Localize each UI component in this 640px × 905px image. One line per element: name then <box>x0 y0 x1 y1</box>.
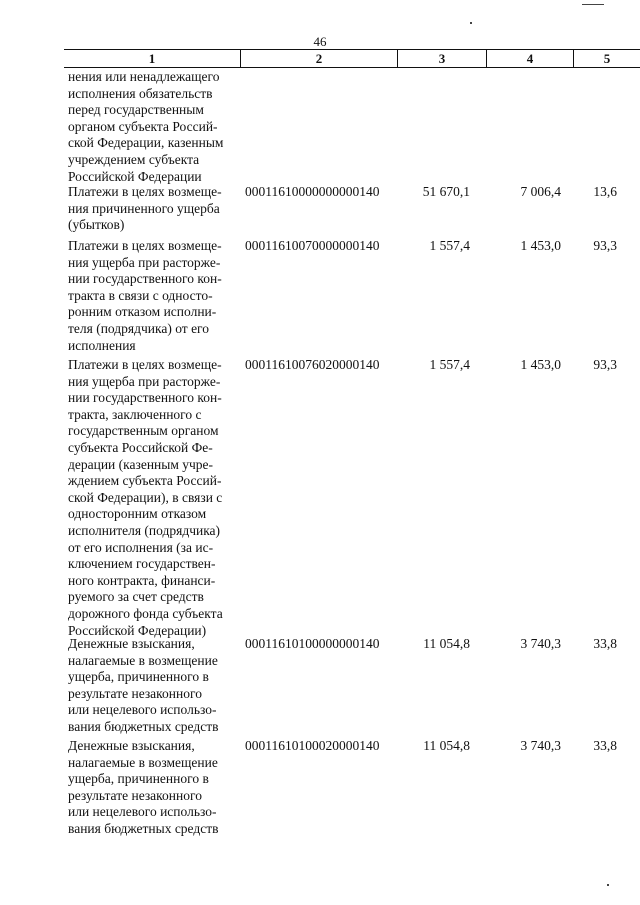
row-value-3: 1 557,4 <box>429 238 470 253</box>
row-value-4: 3 740,3 <box>520 636 561 651</box>
row-value-4: 1 453,0 <box>520 238 561 253</box>
row-value-3: 11 054,8 <box>423 636 470 651</box>
row-code: 00011610100020000140 <box>245 738 380 753</box>
row-code: 00011610100000000140 <box>245 636 380 651</box>
header-col-5: 5 <box>603 51 611 66</box>
row-value-5: 13,6 <box>593 184 617 199</box>
row-value-3: 1 557,4 <box>429 357 470 372</box>
header-col-4: 4 <box>526 51 534 66</box>
row-code: 00011610000000000140 <box>245 184 380 199</box>
row-description: Денежные взыскания, налагаемые в возмещение ущерба, причиненного в результате незаконного или нецелевого использо- вания бюджетных средств <box>68 738 219 836</box>
row-description: нения или ненадлежащего исполнения обязательств перед государственным органом субъекта Россий- ской Федерации, казенным учреждением субъекта Российской Федерации <box>68 69 224 184</box>
header-col-3: 3 <box>438 51 446 66</box>
row-value-3: 11 054,8 <box>423 738 470 753</box>
row-value-5: 93,3 <box>593 357 617 372</box>
row-value-4: 3 740,3 <box>520 738 561 753</box>
row-description: Денежные взыскания, налагаемые в возмещение ущерба, причиненного в результате незаконного или нецелевого использо- вания бюджетных средств <box>68 636 219 734</box>
row-description: Платежи в целях возмеще- ния ущерба при расторже- нии государственного кон- тракта, заключенного с государственным органом субъекта Российской Фе- дерации (казенным учре- ждением субъекта Россий- ской Федерации), в связи с односторонним отказом исполнителя (подрядчика) от его исполнения (за ис- ключением государствен- ного контракта, финанси- руемого за счет средств дорожного фонда субъекта Российской Федерации) <box>68 357 223 638</box>
table-header <box>64 49 640 68</box>
row-value-4: 7 006,4 <box>520 184 561 199</box>
row-value-5: 93,3 <box>593 238 617 253</box>
page-number: 46 <box>313 34 327 49</box>
row-value-4: 1 453,0 <box>520 357 561 372</box>
scan-speck <box>607 884 609 886</box>
row-value-5: 33,8 <box>593 636 617 651</box>
row-value-3: 51 670,1 <box>422 184 470 199</box>
header-col-2: 2 <box>315 51 323 66</box>
row-code: 00011610076020000140 <box>245 357 380 372</box>
row-description: Платежи в целях возмеще- ния причиненного ущерба (убытков) <box>68 184 222 233</box>
row-value-5: 33,8 <box>593 738 617 753</box>
scan-speck <box>582 4 604 5</box>
row-code: 00011610070000000140 <box>245 238 380 253</box>
scan-speck <box>470 22 472 24</box>
header-col-1: 1 <box>148 51 156 66</box>
row-description: Платежи в целях возмеще- ния ущерба при расторже- нии государственного кон- тракта в связи с односто- ронним отказом исполни- теля (подрядчика) от его исполнения <box>68 238 222 353</box>
